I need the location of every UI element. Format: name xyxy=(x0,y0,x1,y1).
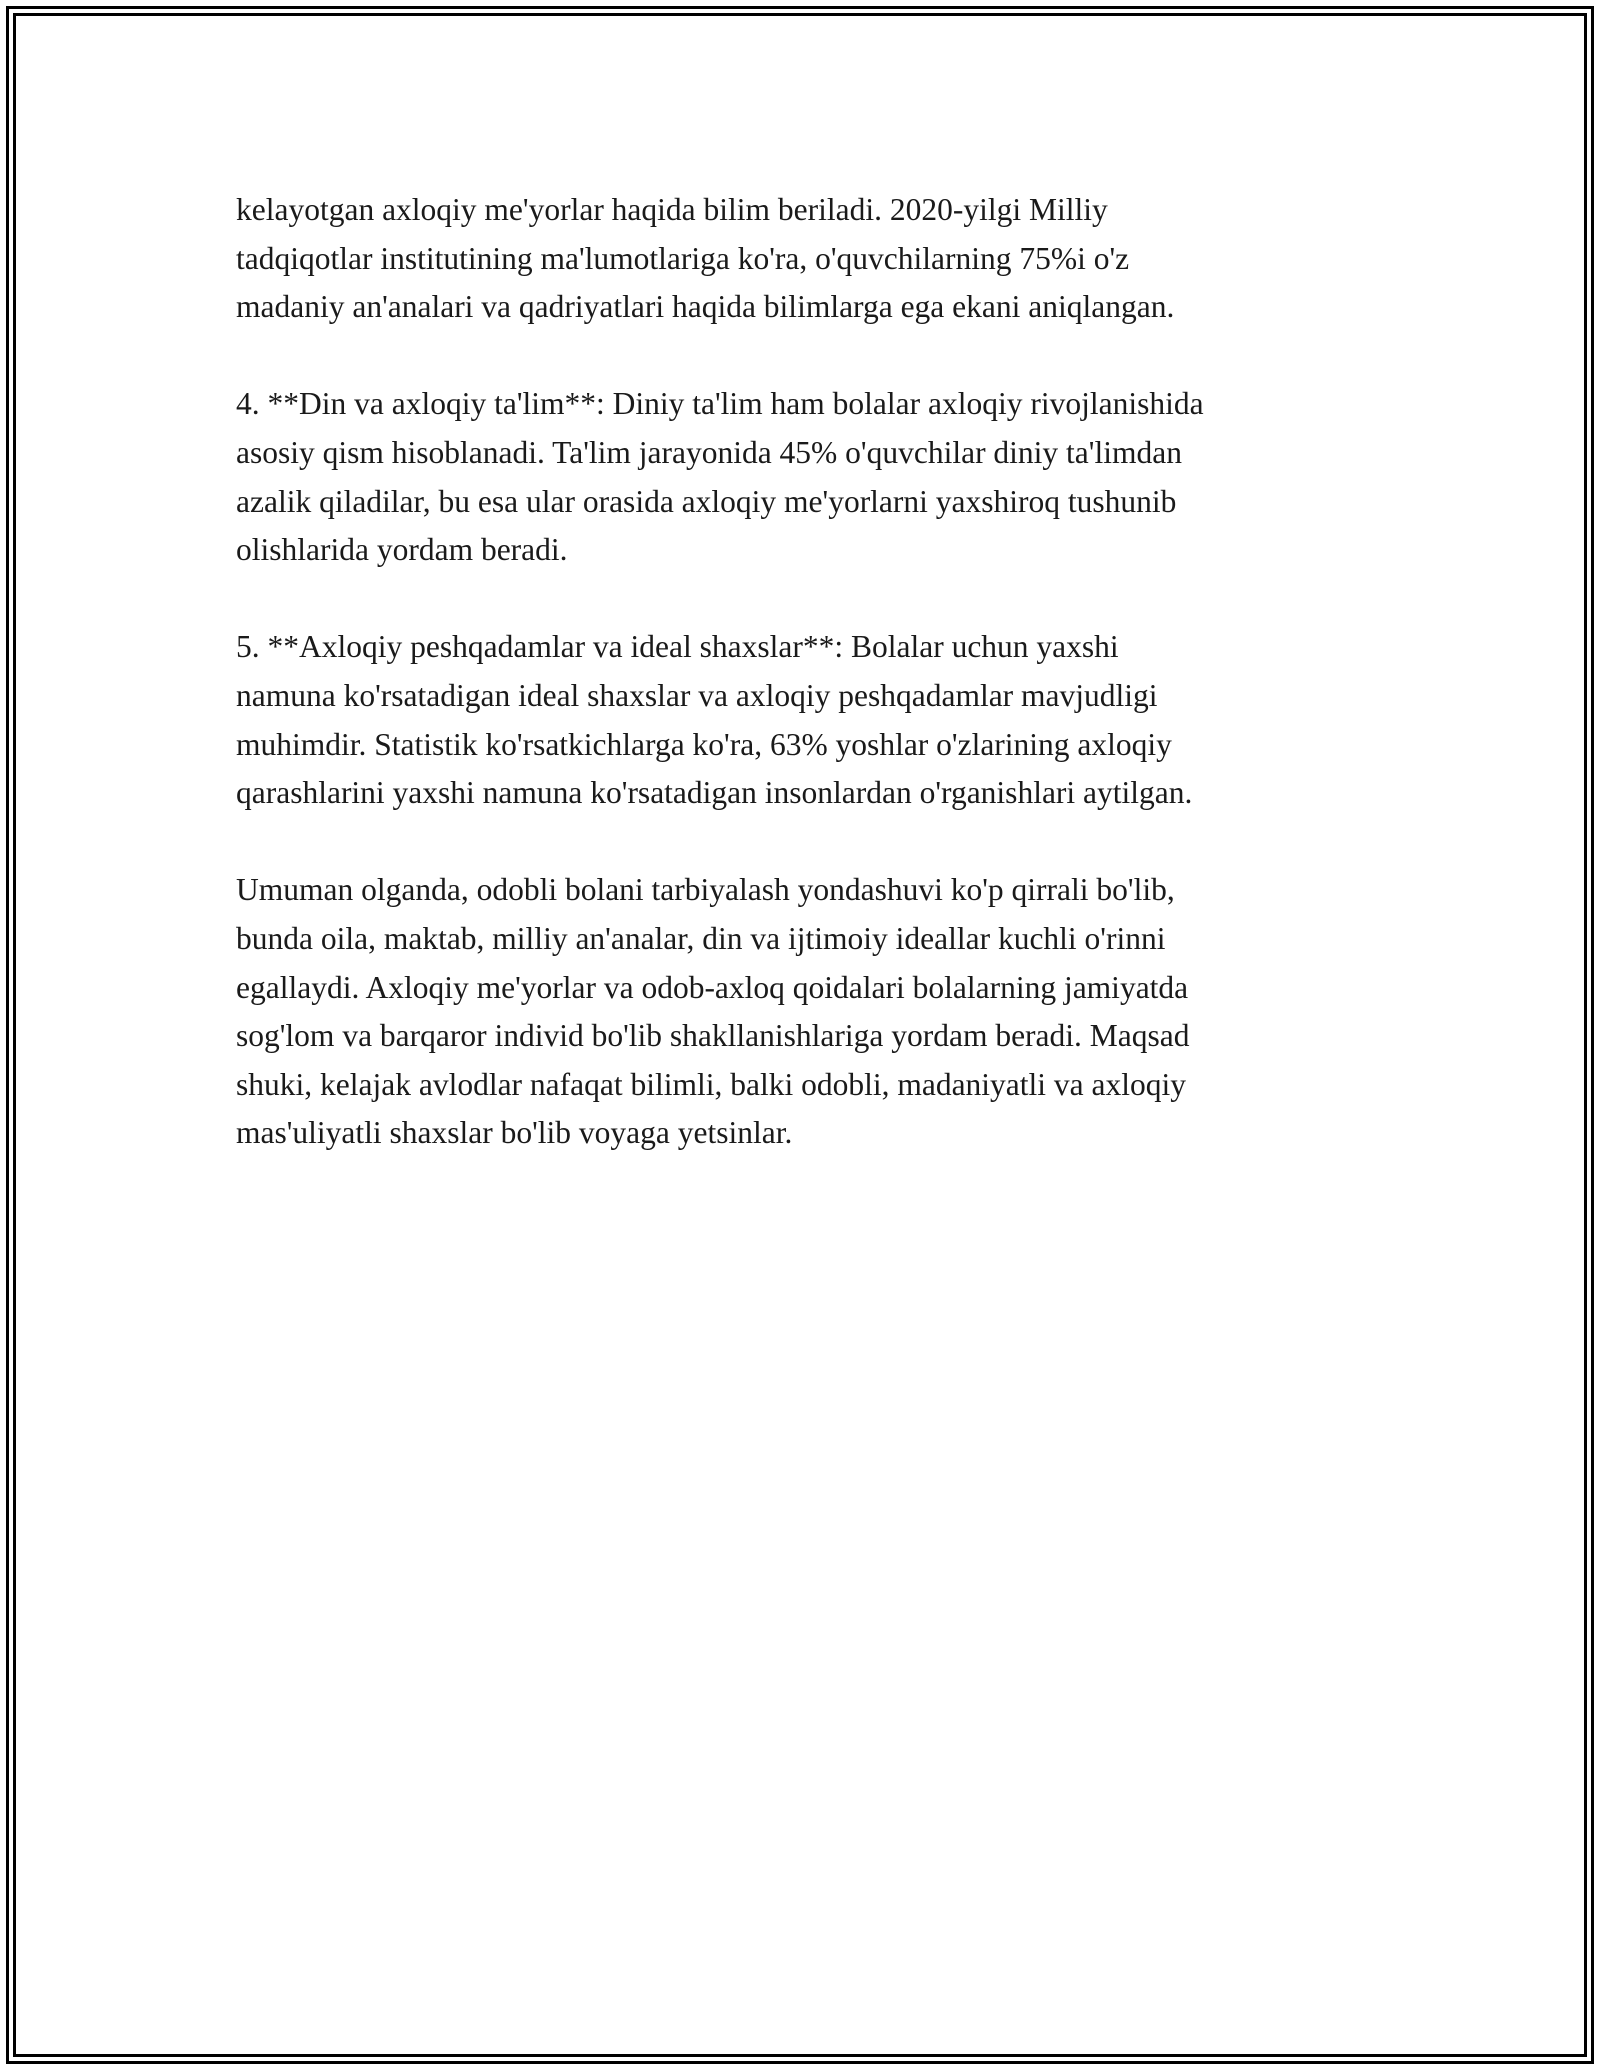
document-body xyxy=(236,186,1386,1206)
paragraph-continuation: kelayotgan axloqiy me'yorlar haqida bilim beriladi. 2020-yilgi Milliy tadqiqotlar institutining ma'lumotlariga ko'ra, o'quvchilarning 75%i o'z madaniy an'analari va qadriyatlari haqida bilimlarga ega ekani aniqlangan. xyxy=(236,192,1175,325)
paragraph-item-4: 4. **Din va axloqiy ta'lim**: Diniy ta'lim ham bolalar axloqiy rivojlanishida asosiy qism hisoblanadi. Ta'lim jarayonida 45% o'quvchilar diniy ta'limdan azalik qiladilar, bu esa ular orasida axloqiy me'yorlarni yaxshiroq tushunib olishlarida yordam beradi. xyxy=(236,386,1204,568)
paragraph-item-5: 5. **Axloqiy peshqadamlar va ideal shaxslar**: Bolalar uchun yaxshi namuna ko'rsatadigan ideal shaxslar va axloqiy peshqadamlar mavjudligi muhimdir. Statistik ko'rsatkichlarga ko'ra, 63% yoshlar o'zlarining axloqiy qarashlarini yaxshi namuna ko'rsatadigan insonlardan o'rganishlari aytilgan. xyxy=(236,629,1193,811)
paragraph-conclusion: Umuman olganda, odobli bolani tarbiyalash yondashuvi ko'p qirrali bo'lib, bunda oila, maktab, milliy an'analar, din va ijtimoiy ideallar kuchli o'rinni egallaydi. Axloqiy me'yorlar va odob-axloq qoidalari bolalarning jamiyatda sog'lom va barqaror individ bo'lib shakllanishlariga yordam beradi. Maqsad shuki, kelajak avlodlar nafaqat bilimli, balki odobli, madaniyatli va axloqiy mas'uliyatli shaxslar bo'lib voyaga yetsinlar. xyxy=(236,872,1190,1151)
